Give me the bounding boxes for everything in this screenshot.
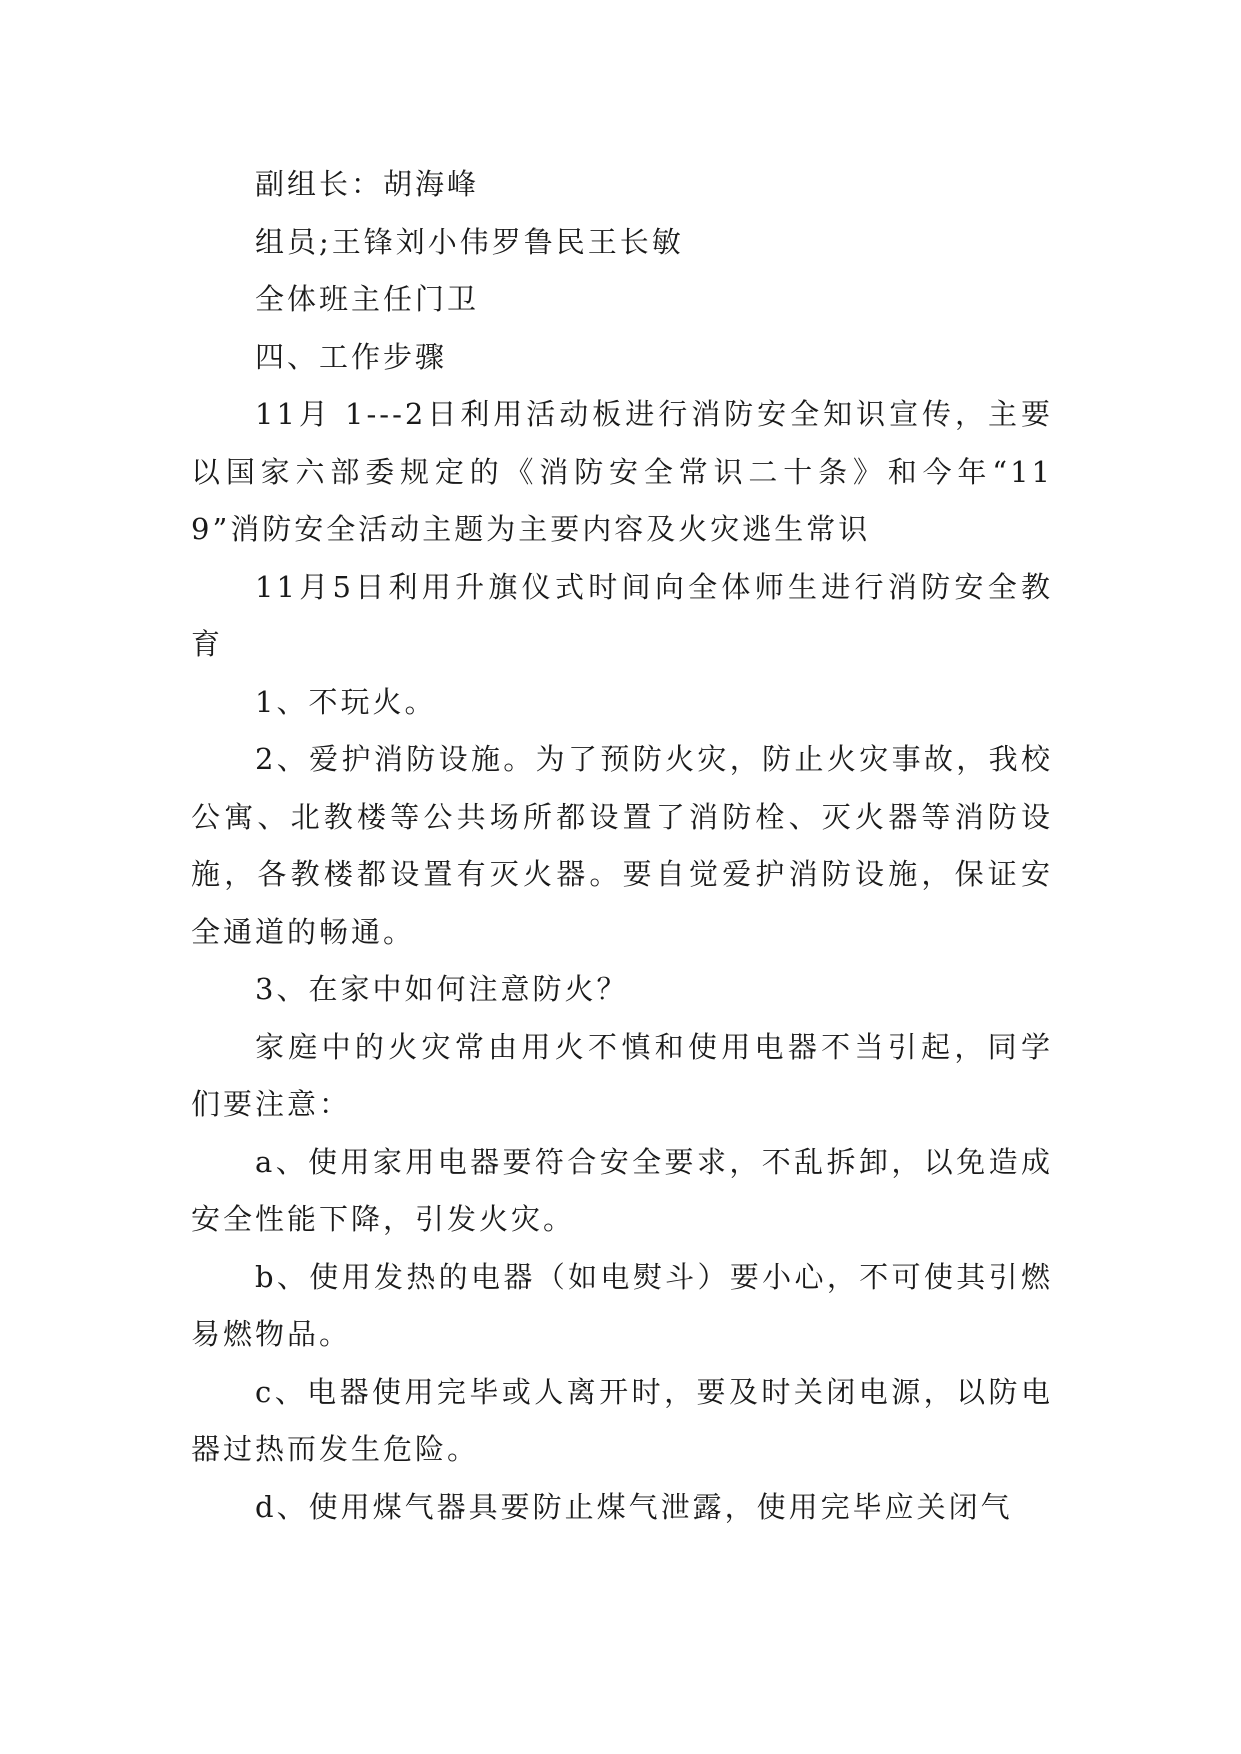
paragraph-deputy-leader: 副组长：胡海峰 (255, 167, 480, 201)
paragraph-nov-1-2: 11月 1---2日利用活动板进行消防安全知识宣传，主要以国家六部委规定的《消防安全常识二十条》和今年“119”消防安全活动主题为主要内容及火灾逃生常识 (191, 397, 1053, 546)
paragraph-all-teachers: 全体班主任门卫 (255, 282, 480, 316)
list-item-d: d、使用煤气器具要防止煤气泄露，使用完毕应关闭气 (255, 1489, 1013, 1524)
list-item-a: a、使用家用电器要符合安全要求，不乱拆卸，以免造成安全性能下降，引发火灾。 (191, 1144, 1053, 1236)
paragraph-nov-5: 11月5日利用升旗仪式时间向全体师生进行消防安全教育 (191, 569, 1053, 661)
list-item-3: 3、在家中如何注意防火？ (255, 972, 629, 1006)
section-heading-work-steps: 四、工作步骤 (255, 339, 448, 374)
list-item-b: b、使用发热的电器（如电熨斗）要小心，不可使其引燃易燃物品。 (191, 1259, 1053, 1351)
list-item-c: c、电器使用完毕或人离开时，要及时关闭电源，以防电器过热而发生危险。 (191, 1374, 1053, 1466)
document-body (191, 156, 1053, 1536)
paragraph-home-fire: 家庭中的火灾常由用火不慎和使用电器不当引起，同学们要注意： (191, 1029, 1053, 1121)
paragraph-members: 组员;王锋刘小伟罗鲁民王长敏 (255, 224, 684, 259)
list-item-1: 1、不玩火。 (255, 684, 437, 719)
list-item-2: 2、爱护消防设施。为了预防火灾，防止火灾事故，我校公寓、北教楼等公共场所都设置了消防栓、灭火器等消防设施，各教楼都设置有灭火器。要自觉爱护消防设施，保证安全通道的畅通。 (191, 742, 1053, 949)
